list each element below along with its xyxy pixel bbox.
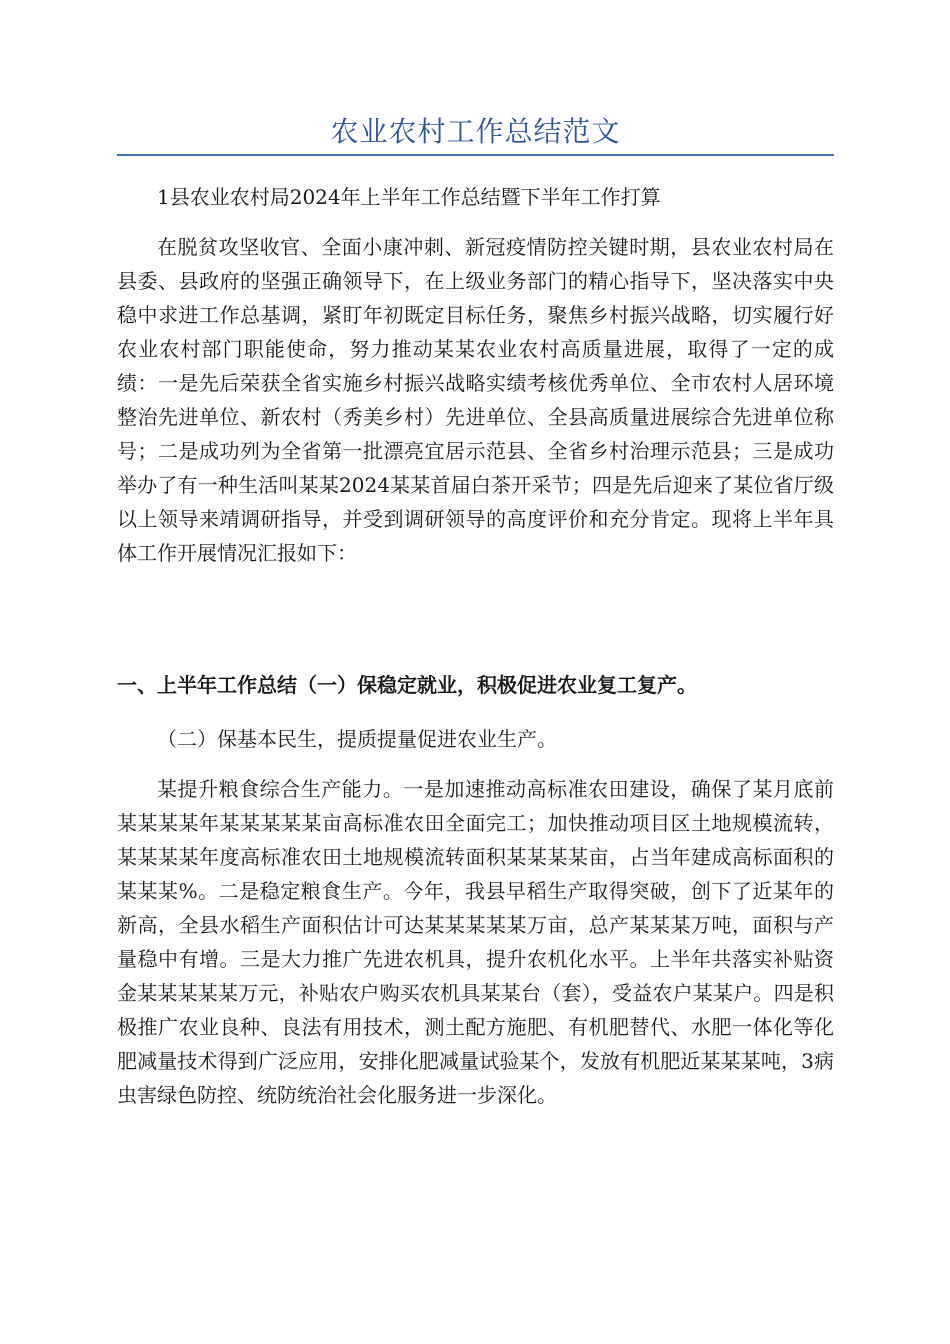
document-subtitle: 1县农业农村局2024年上半年工作总结暨下半年工作打算 (157, 185, 661, 209)
grain-production-paragraph: 某提升粮食综合生产能力。一是加速推动高标准农田建设，确保了某月底前某某某某年某某某某某亩高标准农田全面完工；加快推动项目区土地规模流转，某某某某年度高标准农田土地规模流转面积某某某某亩，占当年建成高标面积的某某某%。二是稳定粮食生产。今年，我县早稻生产取得突破，创下了近某年的新高，全县水稻生产面积估计可达某某某某某万亩，总产某某某万吨，面积与产量稳中有增。三是大力推广先进农机具，提升农机化水平。上半年共落实补贴资金某某某某某万元，补贴农户购买农机具某某台（套），受益农户某某户。四是积极推广农业良种、良法有用技术，测土配方施肥、有机肥替代、水肥一体化等化肥减量技术得到广泛应用，安排化肥减量试验某个，发放有机肥近某某某吨，3病虫害绿色防控、统防统治社会化服务进一步深化。 (117, 777, 834, 1107)
intro-paragraph: 在脱贫攻坚收官、全面小康冲刺、新冠疫情防控关键时期，县农业农村局在县委、县政府的坚强正确领导下，在上级业务部门的精心指导下，坚决落实中央稳中求进工作总基调，紧盯年初既定目标任务，聚焦乡村振兴战略，切实履行好农业农村部门职能使命，努力推动某某农业农村高质量进展，取得了一定的成绩：一是先后荣获全省实施乡村振兴战略实绩考核优秀单位、全市农村人居环境整治先进单位、新农村（秀美乡村）先进单位、全县高质量进展综合先进单位称号；二是成功列为全省第一批漂亮宜居示范县、全省乡村治理示范县；三是成功举办了有一种生活叫某某2024某某首届白茶开采节；四是先后迎来了某位省厅级以上领导来靖调研指导，并受到调研领导的高度评价和充分肯定。现将上半年具体工作开展情况汇报如下： (117, 235, 834, 565)
title-underline (117, 154, 834, 156)
section-heading: 一、上半年工作总结（一）保稳定就业，积极促进农业复工复产。 (117, 673, 697, 697)
section-two-heading: （二）保基本民生，提质提量促进农业生产。 (157, 727, 557, 751)
document-title: 农业农村工作总结范文 (330, 115, 621, 148)
